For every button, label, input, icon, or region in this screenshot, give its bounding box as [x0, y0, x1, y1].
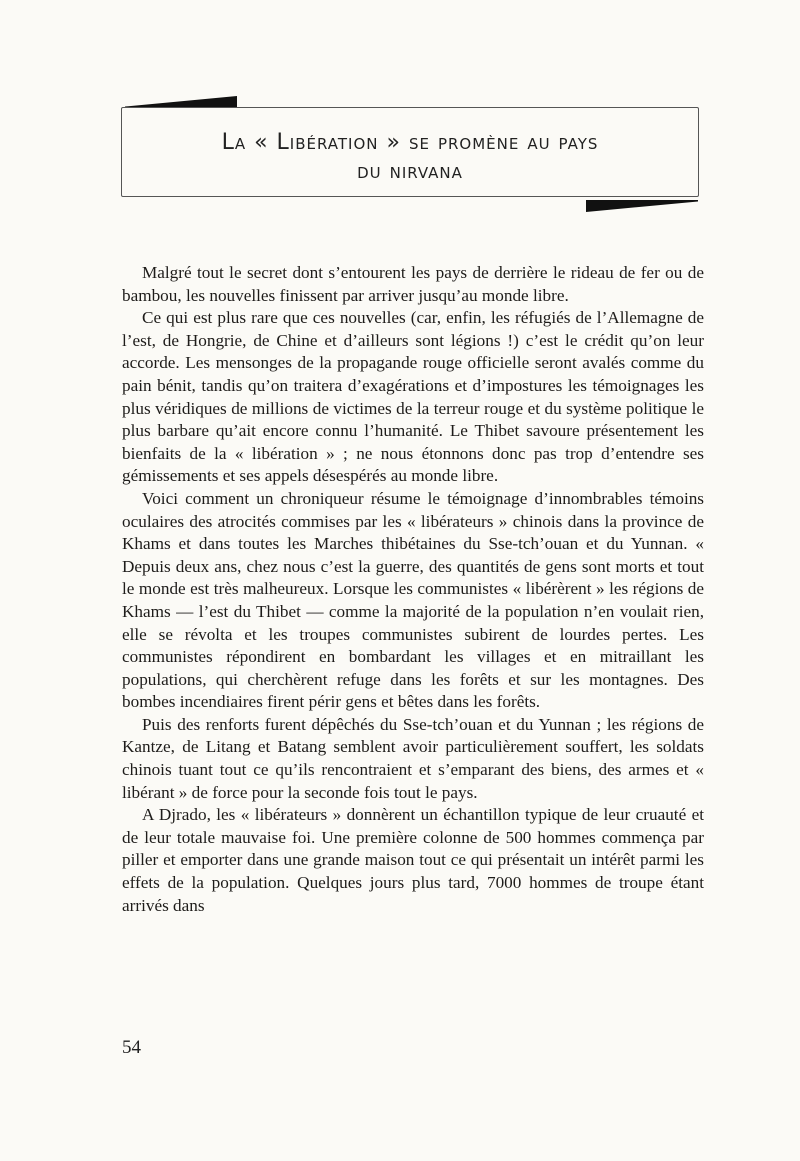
chapter-title-line-1: La « Libération » se promène au pays [221, 130, 599, 155]
body-text [122, 262, 704, 917]
page-number: 54 [122, 1037, 141, 1058]
paragraph-4: Puis des renforts furent dépêchés du Sse-tch’ouan et du Yunnan ; les régions de Kantze, de Litang et Batang semblent avoir particulièrement souffert, les soldats chinois tuant tout ce qu’ils rencontraient et s’emparant des biens, des armes et « libérant » de force pour la seconde fois tout le pays. [122, 714, 704, 802]
paragraph-5: A Djrado, les « libérateurs » donnèrent un échantillon typique de leur cruauté et de leur totale mauvaise foi. Une première colonne de 500 hommes commença par piller et emporter dans une grande maison tout ce qui présentait un intérêt parmi les effets de la population. Quelques jours plus tard, 7000 hommes de troupe étant arrivés dans [122, 805, 704, 915]
paragraph-1: Malgré tout le secret dont s’entourent les pays de derrière le rideau de fer ou de bambou, les nouvelles finissent par arriver jusqu’au monde libre. [122, 263, 704, 305]
chapter-title [121, 128, 699, 186]
chapter-title-line-2: du nirvana [357, 159, 463, 184]
title-ornament-rule-bottom [586, 200, 698, 212]
paragraph-2: Ce qui est plus rare que ces nouvelles (car, enfin, les réfugiés de l’Allemagne de l’est, de Hongrie, de Chine et d’ailleurs sont légions !) c’est le crédit qu’on leur accorde. Les mensonges de la propagande rouge officielle seront avalés comme du pain bénit, tandis qu’on traitera d’exagérations et d’impostures les témoignages les plus véridiques de millions de victimes de la terreur rouge et du système politique le plus barbare qu’ait encore connu l’humanité. Le Thibet savoure présentement les bienfaits de la « libération » ; ne nous étonnons donc pas trop d’entendre ses gémissements et ses appels désespérés au monde libre. [122, 308, 704, 486]
paragraph-3: Voici comment un chroniqueur résume le témoignage d’innombrables témoins oculaires des atrocités commises par les « libérateurs » chinois dans la province de Khams et dans toutes les Marches thibétaines du Sse-tch’ouan et du Yunnan. « Depuis deux ans, chez nous c’est la guerre, des quantités de gens sont morts et tout le monde est très malheureux. Lorsque les communistes « libérèrent » les régions de Khams — l’est du Thibet — comme la majorité de la population n’en voulait rien, elle se révolta et les troupes communistes subirent de lourdes pertes. Les communistes répondirent en bombardant les villages et en mitraillant les populations, qui cherchèrent refuge dans les forêts et sur les montagnes. Des bombes incendiaires firent périr gens et bêtes dans les forêts. [122, 488, 704, 712]
